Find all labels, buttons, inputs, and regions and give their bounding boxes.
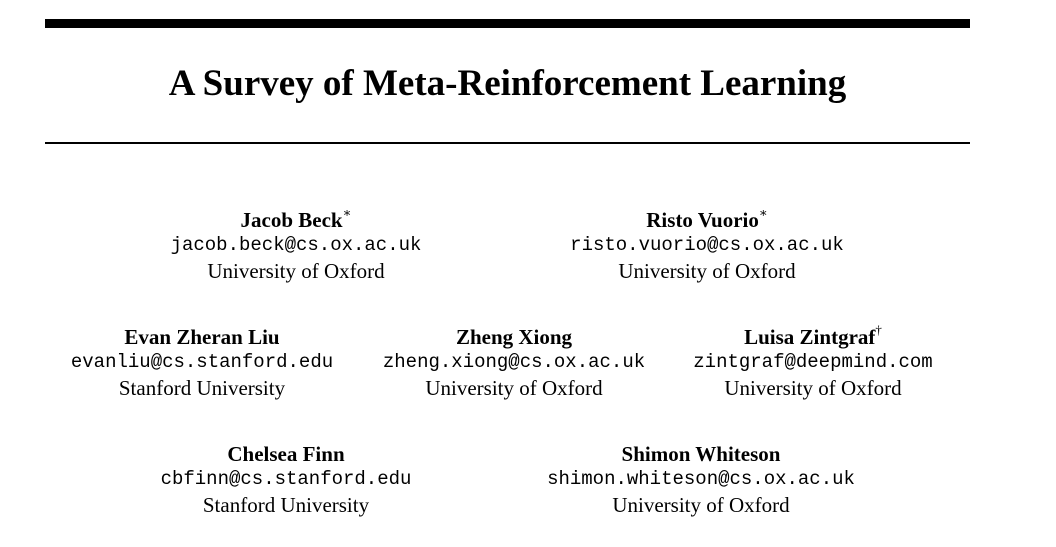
- author-name: Luisa Zintgraf†: [744, 322, 882, 349]
- author-affiliation: University of Oxford: [724, 376, 902, 400]
- title-top-rule: [45, 19, 970, 28]
- author-email: shimon.whiteson@cs.ox.ac.uk: [547, 468, 855, 490]
- author-block: [537, 205, 877, 284]
- paper-title: A Survey of Meta-Reinforcement Learning: [168, 63, 847, 104]
- author-name: Shimon Whiteson: [621, 442, 781, 466]
- author-affiliation: University of Oxford: [207, 259, 385, 283]
- author-block: [32, 325, 372, 401]
- author-block: [116, 442, 456, 518]
- author-footnote-mark: ∗: [342, 205, 352, 220]
- author-email: zintgraf@deepmind.com: [693, 351, 933, 373]
- author-affiliation: University of Oxford: [618, 259, 796, 283]
- title-bottom-rule: [45, 142, 970, 144]
- author-email: zheng.xiong@cs.ox.ac.uk: [382, 351, 646, 373]
- author-email: risto.vuorio@cs.ox.ac.uk: [570, 234, 844, 256]
- author-block: [126, 205, 466, 284]
- author-affiliation: Stanford University: [118, 376, 286, 400]
- author-footnote-mark: ∗: [758, 205, 768, 220]
- author-name: Zheng Xiong: [455, 325, 573, 349]
- author-email: evanliu@cs.stanford.edu: [70, 351, 334, 373]
- author-name: Evan Zheran Liu: [124, 325, 280, 349]
- author-name: Jacob Beck∗: [240, 205, 352, 232]
- author-affiliation: University of Oxford: [612, 493, 790, 517]
- author-affiliation: Stanford University: [202, 493, 370, 517]
- author-footnote-mark: †: [875, 322, 882, 337]
- author-affiliation: University of Oxford: [425, 376, 603, 400]
- author-name: Chelsea Finn: [227, 442, 345, 466]
- author-name: Risto Vuorio∗: [646, 205, 768, 232]
- author-block: [643, 322, 983, 401]
- author-block: [344, 325, 684, 401]
- author-email: cbfinn@cs.stanford.edu: [160, 468, 412, 490]
- author-block: [531, 442, 871, 518]
- author-email: jacob.beck@cs.ox.ac.uk: [170, 234, 422, 256]
